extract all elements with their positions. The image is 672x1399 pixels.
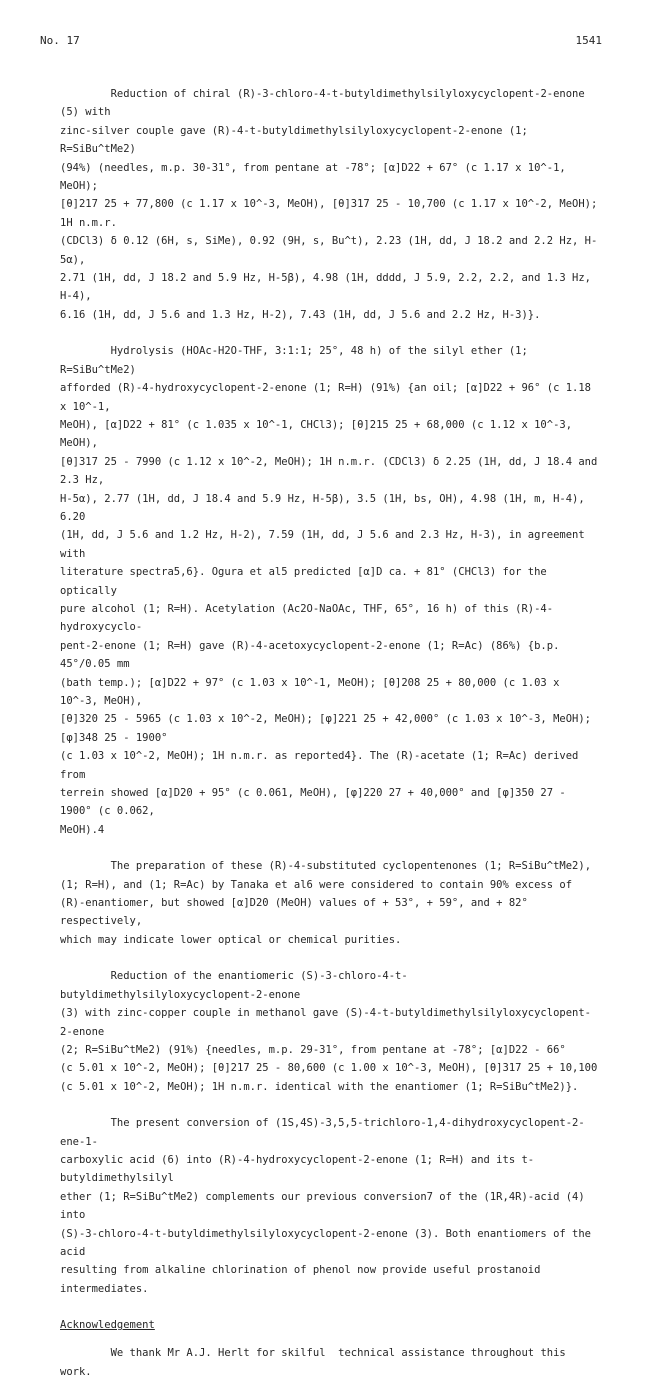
- page-number: 1541: [575, 34, 602, 47]
- article-body: [60, 85, 600, 1399]
- paragraph-hydrolysis: Hydrolysis (HOAc-H2O-THF, 3:1:1; 25°, 48 h) of the silyl ether (1; R=SiBu^tMe2) afforded (R)-4-hydroxycyclopent-2-enone (1; R=H) (91%) {an oil; [α]D22 + 96° (c 1.18 x 10^-1, MeOH), [α]D22 + 81° (c 1.035 x 10^-1, CHCl3); [θ]215 25 + 68,000 (c 1.12 x 10^-3, MeOH), [θ]317 25 - 7990 (c 1.12 x 10^-2, MeOH); 1H n.m.r. (CDCl3) δ 2.25 (1H, dd, J 18.4 and 2.3 Hz, H-5α), 2.77 (1H, dd, J 18.4 and 5.9 Hz, H-5β), 3.5 (1H, bs, OH), 4.98 (1H, m, H-4), 6.20 (1H, dd, J 5.6 and 1.2 Hz, H-2), 7.59 (1H, dd, J 5.6 and 2.3 Hz, H-3), in agreement with literature spectra5,6}. Ogura et al5 predicted [α]D ca. + 81° (CHCl3) for the optically pure alcohol (1; R=H). Acetylation (Ac2O-NaOAc, THF, 65°, 16 h) of this (R)-4-hydroxycyclo- pent-2-enone (1; R=H) gave (R)-4-acetoxycyclopent-2-enone (1; R=Ac) (86%) {b.p. 45°/0.05 mm (bath temp.); [α]D22 + 97° (c 1.03 x 10^-1, MeOH); [θ]208 25 + 80,000 (c 1.03 x 10^-3, MeOH), [θ]320 25 - 5965 (c 1.03 x 10^-2, MeOH); [φ]221 25 + 42,000° (c 1.03 x 10^-3, MeOH); [φ]348 25 - 1900° (c 1.03 x 10^-2, MeOH); 1H n.m.r. as reported4}. The (R)-acetate (1; R=Ac) derived from terrein showed [α]D20 + 95° (c 0.061, MeOH), [φ]220 27 + 40,000° and [φ]350 27 - 1900° (c 0.062, MeOH).4: [60, 345, 598, 836]
- paragraph-reduction-s: Reduction of the enantiomeric (S)-3-chloro-4-t-butyldimethylsilyloxycyclopent-2-enone (3) with zinc-copper couple in methanol gave (S)-4-t-butyldimethylsilyloxycyclopent-2-enone (2; R=SiBu^tMe2) (91%) {needles, m.p. 29-31°, from pentane at -78°; [α]D22 - 66° (c 5.01 x 10^-2, MeOH); [θ]217 25 - 80,600 (c 1.00 x 10^-3, MeOH), [θ]317 25 + 10,100 (c 5.01 x 10^-2, MeOH); 1H n.m.r. identical with the enantiomer (1; R=SiBu^tMe2)}.: [60, 970, 598, 1093]
- journal-number: No. 17: [40, 34, 80, 47]
- acknowledgement-text: We thank Mr A.J. Herlt for skilful technical assistance throughout this work.: [60, 1347, 573, 1378]
- paragraph-conversion: The present conversion of (1S,4S)-3,5,5-trichloro-1,4-dihydroxycyclopent-2-ene-1- carboxylic acid (6) into (R)-4-hydroxycyclopent-2-enone (1; R=H) and its t-butyldimethylsilyl ether (1; R=SiBu^tMe2) complements our previous conversion7 of the (1R,4R)-acid (4) into (S)-3-chloro-4-t-butyldimethylsilyloxycyclopent-2-enone (3). Both enantiomers of the acid resulting from alkaline chlorination of phenol now provide useful prostanoid intermediates.: [60, 1117, 592, 1295]
- paragraph-tanaka: The preparation of these (R)-4-substituted cyclopentenones (1; R=SiBu^tMe2), (1; R=H), and (1; R=Ac) by Tanaka et al6 were considered to contain 90% excess of (R)-enantiomer, but showed [α]D20 (MeOH) values of + 53°, + 59°, and + 82° respectively, which may indicate lower optical or chemical purities.: [60, 860, 592, 946]
- paragraph-reduction-r: Reduction of chiral (R)-3-chloro-4-t-butyldimethylsilyloxycyclopent-2-enone (5) with zinc-silver couple gave (R)-4-t-butyldimethylsilyloxycyclopent-2-enone (1; R=SiBu^tMe2) (94%) (needles, m.p. 30-31°, from pentane at -78°; [α]D22 + 67° (c 1.17 x 10^-1, MeOH); [θ]217 25 + 77,800 (c 1.17 x 10^-3, MeOH), [θ]317 25 - 10,700 (c 1.17 x 10^-2, MeOH); 1H n.m.r. (CDCl3) δ 0.12 (6H, s, SiMe), 0.92 (9H, s, Bu^t), 2.23 (1H, dd, J 18.2 and 2.2 Hz, H-5α), 2.71 (1H, dd, J 18.2 and 5.9 Hz, H-5β), 4.98 (1H, dddd, J 5.9, 2.2, 2.2, and 1.3 Hz, H-4), 6.16 (1H, dd, J 5.6 and 1.3 Hz, H-2), 7.43 (1H, dd, J 5.6 and 2.2 Hz, H-3)}.: [60, 88, 598, 321]
- acknowledgement-heading: Acknowledgement: [60, 1319, 155, 1332]
